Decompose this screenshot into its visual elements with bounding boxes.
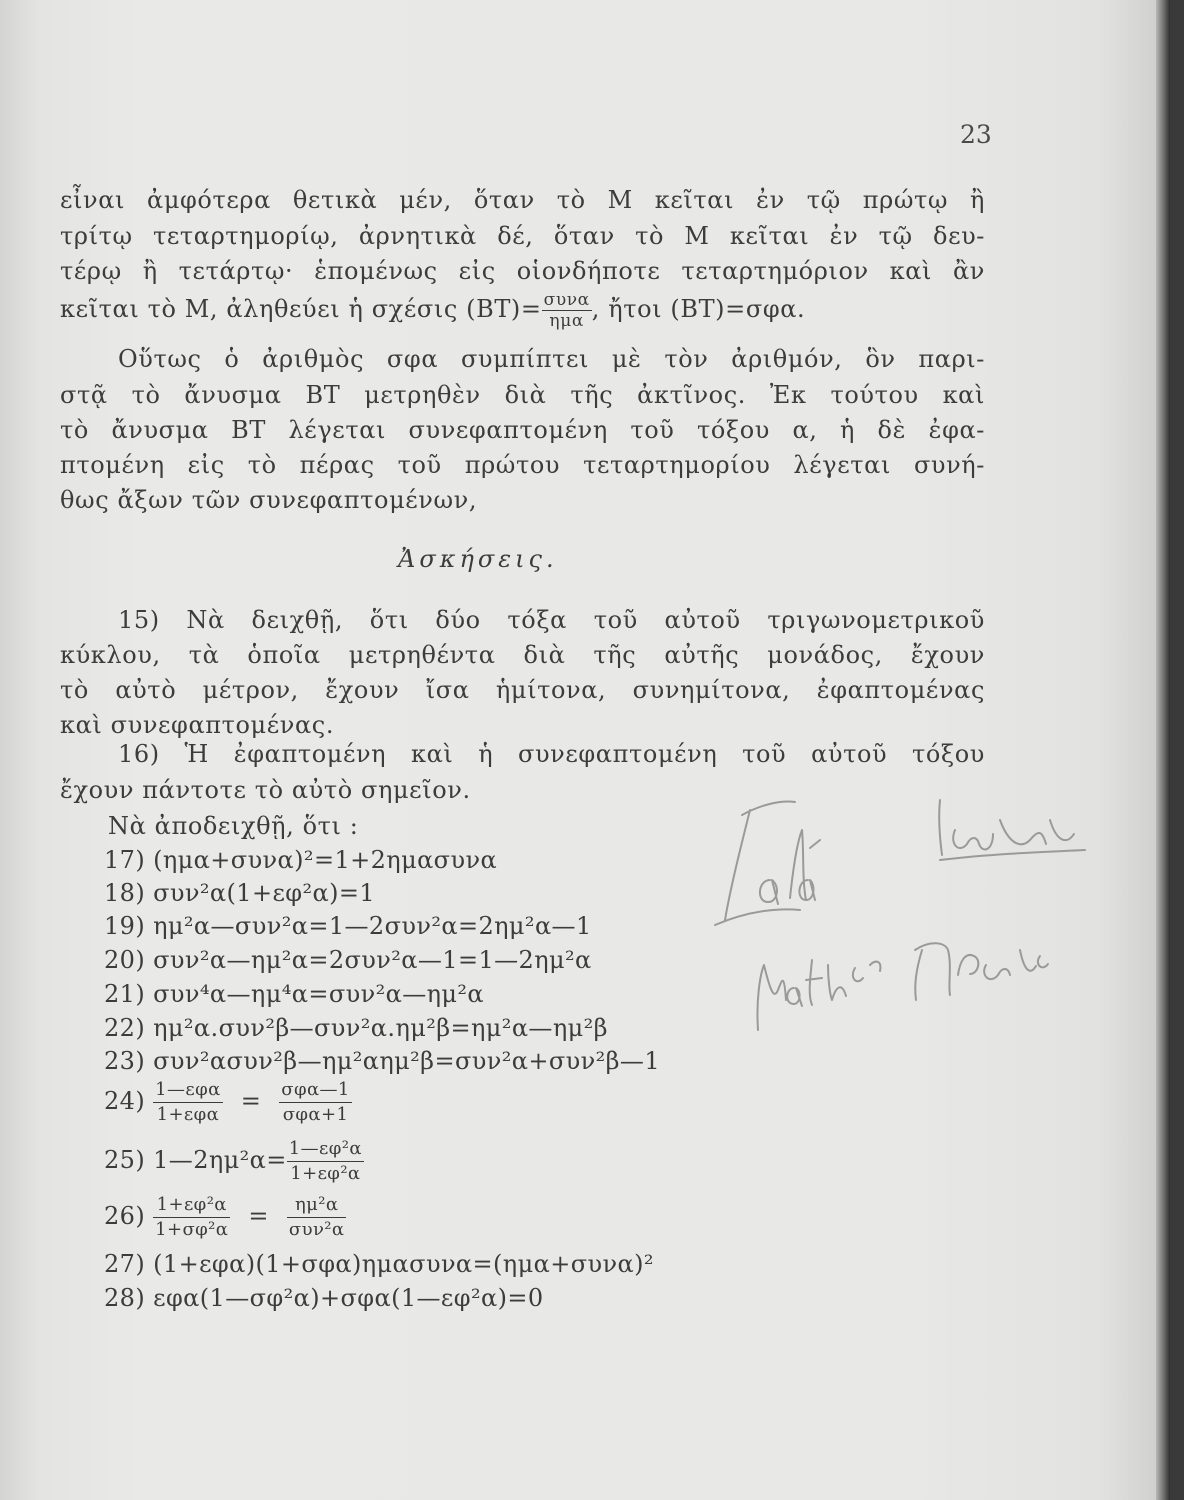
page-edge-shadow [1156, 0, 1170, 1500]
prove-intro: Νὰ ἀποδειχθῇ, ὅτι : [108, 812, 359, 840]
equals-sign: = [240, 1087, 262, 1115]
fraction-numerator: σφα—1 [279, 1078, 352, 1103]
exercise-20: 20) συν²α—ημ²α=2συν²α—1=1—2ημ²α [104, 946, 592, 974]
exercise-line: 16) Ἡ ἐφαπτομένη καὶ ἡ συνεφαπτομένη τοῦ αὐτοῦ τόξου [118, 740, 985, 768]
fraction-denominator: ημα [549, 311, 584, 331]
exercise-24 [104, 1078, 352, 1127]
body-line: τέρῳ ἢ τετάρτῳ· ἑπομένως εἰς οἱονδήποτε τεταρτημόριον καὶ ἂν [60, 257, 985, 285]
body-line: τὸ ἄνυσμα ΒΤ λέγεται συνεφαπτομένη τοῦ τόξου α, ἡ δὲ ἐφα- [60, 416, 985, 444]
exercise-28: 28) εφα(1—σφ²α)+σφα(1—εφ²α)=0 [104, 1284, 544, 1312]
exercise-27: 27) (1+εφα)(1+σφα)ημασυνα=(ημα+συνα)² [104, 1250, 654, 1278]
exercise-line: ἔχουν πάντοτε τὸ αὐτὸ σημεῖον. [60, 776, 471, 804]
body-line: τρίτῳ τεταρτημορίῳ, ἀρνητικὰ δέ, ὅταν τὸ Μ κεῖται ἐν τῷ δευ- [60, 222, 985, 250]
fraction-numerator: συνα [543, 290, 590, 310]
fraction-numerator: 1—εφ²α [287, 1137, 364, 1162]
relation-line [60, 290, 805, 331]
exercise-25 [104, 1137, 364, 1186]
handwritten-signature [690, 760, 1110, 1050]
exercises-heading: Ἀσκήσεις. [398, 545, 558, 573]
fraction-numerator: ημ²α [287, 1193, 347, 1218]
fraction [279, 1078, 352, 1127]
fraction-denominator: 1+εφ²α [290, 1163, 361, 1184]
fraction [153, 1193, 230, 1242]
page-number: 23 [960, 120, 992, 149]
equals-sign: = [248, 1202, 269, 1230]
relation-suffix: , ἤτοι (ΒΤ)=σφα. [591, 295, 806, 323]
fraction-denominator: σφα+1 [282, 1104, 349, 1125]
exercise-18: 18) συν²α(1+εφ²α)=1 [104, 879, 376, 907]
exercise-line: κύκλου, τὰ ὁποῖα μετρηθέντα διὰ τῆς αὐτῆς μονάδος, ἔχουν [60, 641, 985, 669]
exercise-prefix: 25) 1—2ημ²α= [104, 1146, 287, 1174]
exercise-26 [104, 1193, 346, 1242]
body-line: Οὕτως ὁ ἀριθμὸς σφα συμπίπτει μὲ τὸν ἀριθμόν, ὃν παρι- [118, 345, 985, 373]
exercise-label: 24) [104, 1087, 146, 1115]
fraction-numerator: 1—εφα [153, 1078, 223, 1103]
body-line: πτομένη εἰς τὸ πέρας τοῦ πρώτου τεταρτημορίου λέγεται συνή- [60, 451, 985, 479]
fraction [153, 1078, 223, 1127]
fraction-denominator: συν²α [288, 1219, 345, 1240]
fraction-denominator: 1+εφα [156, 1104, 220, 1125]
exercise-line: τὸ αὐτὸ μέτρον, ἔχουν ἴσα ἡμίτονα, συνημίτονα, ἐφαπτομένας [60, 676, 985, 704]
exercise-21: 21) συν⁴α—ημ⁴α=συν²α—ημ²α [104, 980, 485, 1008]
fraction [542, 290, 592, 331]
exercise-19: 19) ημ²α—συν²α=1—2συν²α=2ημ²α—1 [104, 912, 592, 940]
body-line: εἶναι ἀμφότερα θετικὰ μέν, ὅταν τὸ Μ κεῖται ἐν τῷ πρώτῳ ἢ [60, 186, 985, 214]
fraction-denominator: 1+σφ²α [155, 1219, 229, 1240]
exercise-17: 17) (ημα+συνα)²=1+2ημασυνα [104, 846, 498, 874]
exercise-23: 23) συν²ασυν²β—ημ²αημ²β=συν²α+συν²β—1 [104, 1047, 660, 1075]
fraction-numerator: 1+εφ²α [153, 1193, 230, 1218]
exercise-line: καὶ συνεφαπτομένας. [60, 711, 335, 739]
exercise-22: 22) ημ²α.συν²β—συν²α.ημ²β=ημ²α—ημ²β [104, 1014, 608, 1042]
exercise-line: 15) Νὰ δειχθῇ, ὅτι δύο τόξα τοῦ αὐτοῦ τριγωνομετρικοῦ [118, 606, 985, 634]
fraction [287, 1137, 364, 1186]
fraction [287, 1193, 347, 1242]
body-line: θως ἄξων τῶν συνεφαπτομένων, [60, 486, 478, 514]
body-line: στᾷ τὸ ἄνυσμα ΒΤ μετρηθὲν διὰ τῆς ἀκτῖνος. Ἐκ τούτου καὶ [60, 381, 985, 409]
relation-prefix: κεῖται τὸ Μ, ἀληθεύει ἡ σχέσις (ΒΤ)= [60, 295, 542, 323]
exercise-label: 26) [104, 1202, 146, 1230]
